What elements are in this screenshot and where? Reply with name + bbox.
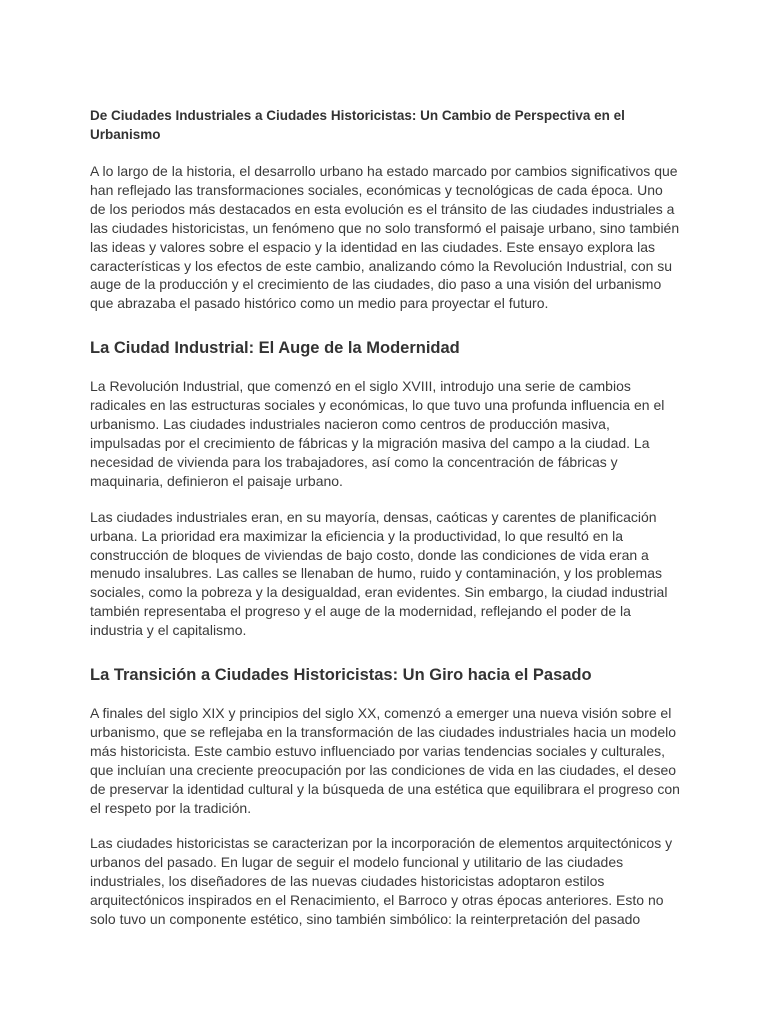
section-paragraph: A finales del siglo XIX y principios del siglo XX, comenzó a emerger una nueva visión sobre el urbanismo, que se reflejaba en la transformación de las ciudades industriales hacia un modelo más historicista. Este cambio estuvo influenciado por varias tendencias sociales y culturales, que incluían una creciente preocupación por las condiciones de vida en las ciudades, el deseo de preservar la identidad cultural y la búsqueda de una estética que equilibrara el progreso con el respeto por la tradición. xyxy=(90,705,680,816)
document-title: De Ciudades Industriales a Ciudades Historicistas: Un Cambio de Perspectiva en el Urbanismo xyxy=(90,108,625,142)
section-industrial-city xyxy=(90,337,680,640)
section-paragraph: La Revolución Industrial, que comenzó en el siglo XVIII, introdujo una serie de cambios radicales en las estructuras sociales y económicas, lo que tuvo una profunda influencia en el urbanismo. Las ciudades industriales nacieron como centros de producción masiva, impulsadas por el crecimiento de fábricas y la migración masiva del campo a la ciudad. La necesidad de vivienda para los trabajadores, así como la concentración de fábricas y maquinaria, definieron el paisaje urbano. xyxy=(90,378,665,489)
section-paragraph: Las ciudades historicistas se caracterizan por la incorporación de elementos arquitectónicos y urbanos del pasado. En lugar de seguir el modelo funcional y utilitario de las ciudades industriales, los diseñadores de las nuevas ciudades historicistas adoptaron estilos arquitectónicos inspirados en el Renacimiento, el Barroco y otras épocas anteriores. Esto no solo tuvo un componente estético, sino también simbólico: la reinterpretación del pasado xyxy=(90,835,673,928)
document-page xyxy=(90,106,680,946)
intro-paragraph: A lo largo de la historia, el desarrollo urbano ha estado marcado por cambios significativos que han reflejado las transformaciones sociales, económicas y tecnológicas de cada época. Uno de los periodos más destacados en esta evolución es el tránsito de las ciudades industriales a las ciudades historicistas, un fenómeno que no solo transformó el paisaje urbano, sino también las ideas y valores sobre el espacio y la identidad en las ciudades. Este ensayo explora las características y los efectos de este cambio, analizando cómo la Revolución Industrial, con su auge de la producción y el crecimiento de las ciudades, dio paso a una visión del urbanismo que abrazaba el pasado histórico como un medio para proyectar el futuro. xyxy=(90,163,680,312)
section-heading: La Ciudad Industrial: El Auge de la Modernidad xyxy=(90,339,460,358)
section-historicist-transition xyxy=(90,664,680,929)
section-heading: La Transición a Ciudades Historicistas: Un Giro hacia el Pasado xyxy=(90,666,592,685)
section-paragraph: Las ciudades industriales eran, en su mayoría, densas, caóticas y carentes de planificación urbana. La prioridad era maximizar la eficiencia y la productividad, lo que resultó en la construcción de bloques de viviendas de bajo costo, donde las condiciones de vida eran a menudo insalubres. Las calles se llenaban de humo, ruido y contaminación, y los problemas sociales, como la pobreza y la desigualdad, eran evidentes. Sin embargo, la ciudad industrial también representaba el progreso y el auge de la modernidad, reflejando el poder de la industria y el capitalismo. xyxy=(90,508,668,639)
